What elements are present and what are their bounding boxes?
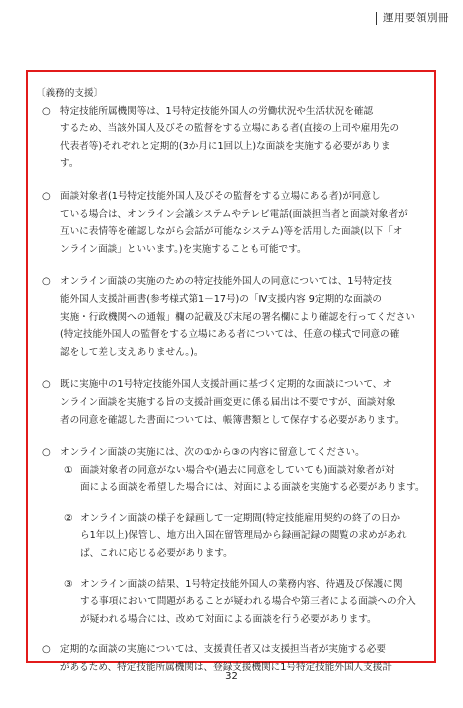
text-line: ている場合は、オンライン会議システムやテレビ電話(面談担当者と面談対象者が [60,208,408,220]
section-title: 〔義務的支援〕 [36,88,104,99]
text-line: 定期的な面談の実施については、支援責任者又は支援担当者が実施する必要 [60,644,386,656]
document-content [36,85,428,677]
paragraph-5 [36,444,428,462]
text-line: 実施・行政機関への通報」欄の記載及び末尾の署名欄により確認を行ってください [60,311,415,323]
numbered-item-2 [36,510,428,563]
paragraph-3 [36,273,428,361]
text-line: が疑われる場合には、改めて対面による面談を行う必要があります。 [80,613,377,625]
paragraph-4 [36,376,428,429]
text-line: 既に実施中の1号特定技能外国人支援計画に基づく定期的な面談について、オ [60,379,392,391]
text-line: ンライン面談を実施する旨の支援計画変更に係る届出は不要ですが、面談対象 [60,396,396,408]
item-number: ② [64,512,73,524]
text-line: 者の同意を確認した書面については、帳簿書類として保存する必要があります。 [60,414,405,426]
text-line: 代表者等)それぞれと定期的(3か月に1回以上)な面談を実施する必要がありま [60,140,391,152]
text-line: 面談対象者(1号特定技能外国人及びその監督をする立場にある者)が同意し [60,190,381,202]
text-line: するため、当該外国人及びその監督をする立場にある者(直接の上司や雇用先の [60,123,400,135]
text-line: 互いに表情等を確認しながら会話が可能なシステム)等を活用した面談(以下「オ [60,226,403,238]
paragraph-1 [36,103,428,173]
text-line: 面による面談を希望した場合には、対面による面談を実施する必要があります。 [80,482,425,494]
text-line: ば、これに応じる必要があります。 [80,548,233,560]
text-line: オンライン面談の様子を録画して一定期間(特定技能雇用契約の終了の日か [80,512,401,524]
document-header-label: 運用要領別冊 [376,12,449,25]
numbered-item-3 [36,576,428,629]
text-line: 面談対象者の同意がない場合や(過去に同意をしていても)面談対象者が対 [80,464,395,476]
text-line: ンライン面談」といいます。)を実施することも可能です。 [60,243,307,255]
text-line: する事項において問題があることが疑われる場合や第三者による面談への介入 [80,596,416,608]
bullet-circle: ○ [42,447,51,459]
text-line: 認をして差し支えありません。)。 [60,346,204,358]
text-line: オンライン面談の実施のための特定技能外国人の同意については、1号特定技 [60,276,392,288]
text-line: す。 [60,158,79,170]
bullet-circle: ○ [42,105,51,117]
bullet-circle: ○ [42,276,51,288]
bullet-circle: ○ [42,379,51,391]
bullet-circle: ○ [42,644,51,656]
highlight-frame [26,70,436,674]
item-number: ③ [64,578,73,590]
page-number: 32 [225,671,238,682]
paragraph-2 [36,188,428,258]
text-line: があるため、特定技能所属機関は、登録支援機関に1号特定技能外国人支援計 [60,662,392,674]
text-line: 能外国人支援計画書(参考様式第1－17号)の「Ⅳ支援内容 9定期的な面談の [60,293,383,305]
text-line: ら1年以上)保管し、地方出入国在留管理局から録画記録の閲覧の求めがあれ [80,530,407,542]
numbered-item-1 [36,462,428,497]
text-line: オンライン面談の結果、1号特定技能外国人の業務内容、待遇及び保護に関 [80,578,403,590]
text-line: (特定技能外国人の監督をする立場にある者については、任意の様式で同意の確 [60,329,400,341]
bullet-circle: ○ [42,190,51,202]
text-line: オンライン面談の実施には、次の①から③の内容に留意してください。 [60,447,365,459]
text-line: 特定技能所属機関等は、1号特定技能外国人の労働状況や生活状況を確認 [60,105,374,117]
item-number: ① [64,464,73,476]
